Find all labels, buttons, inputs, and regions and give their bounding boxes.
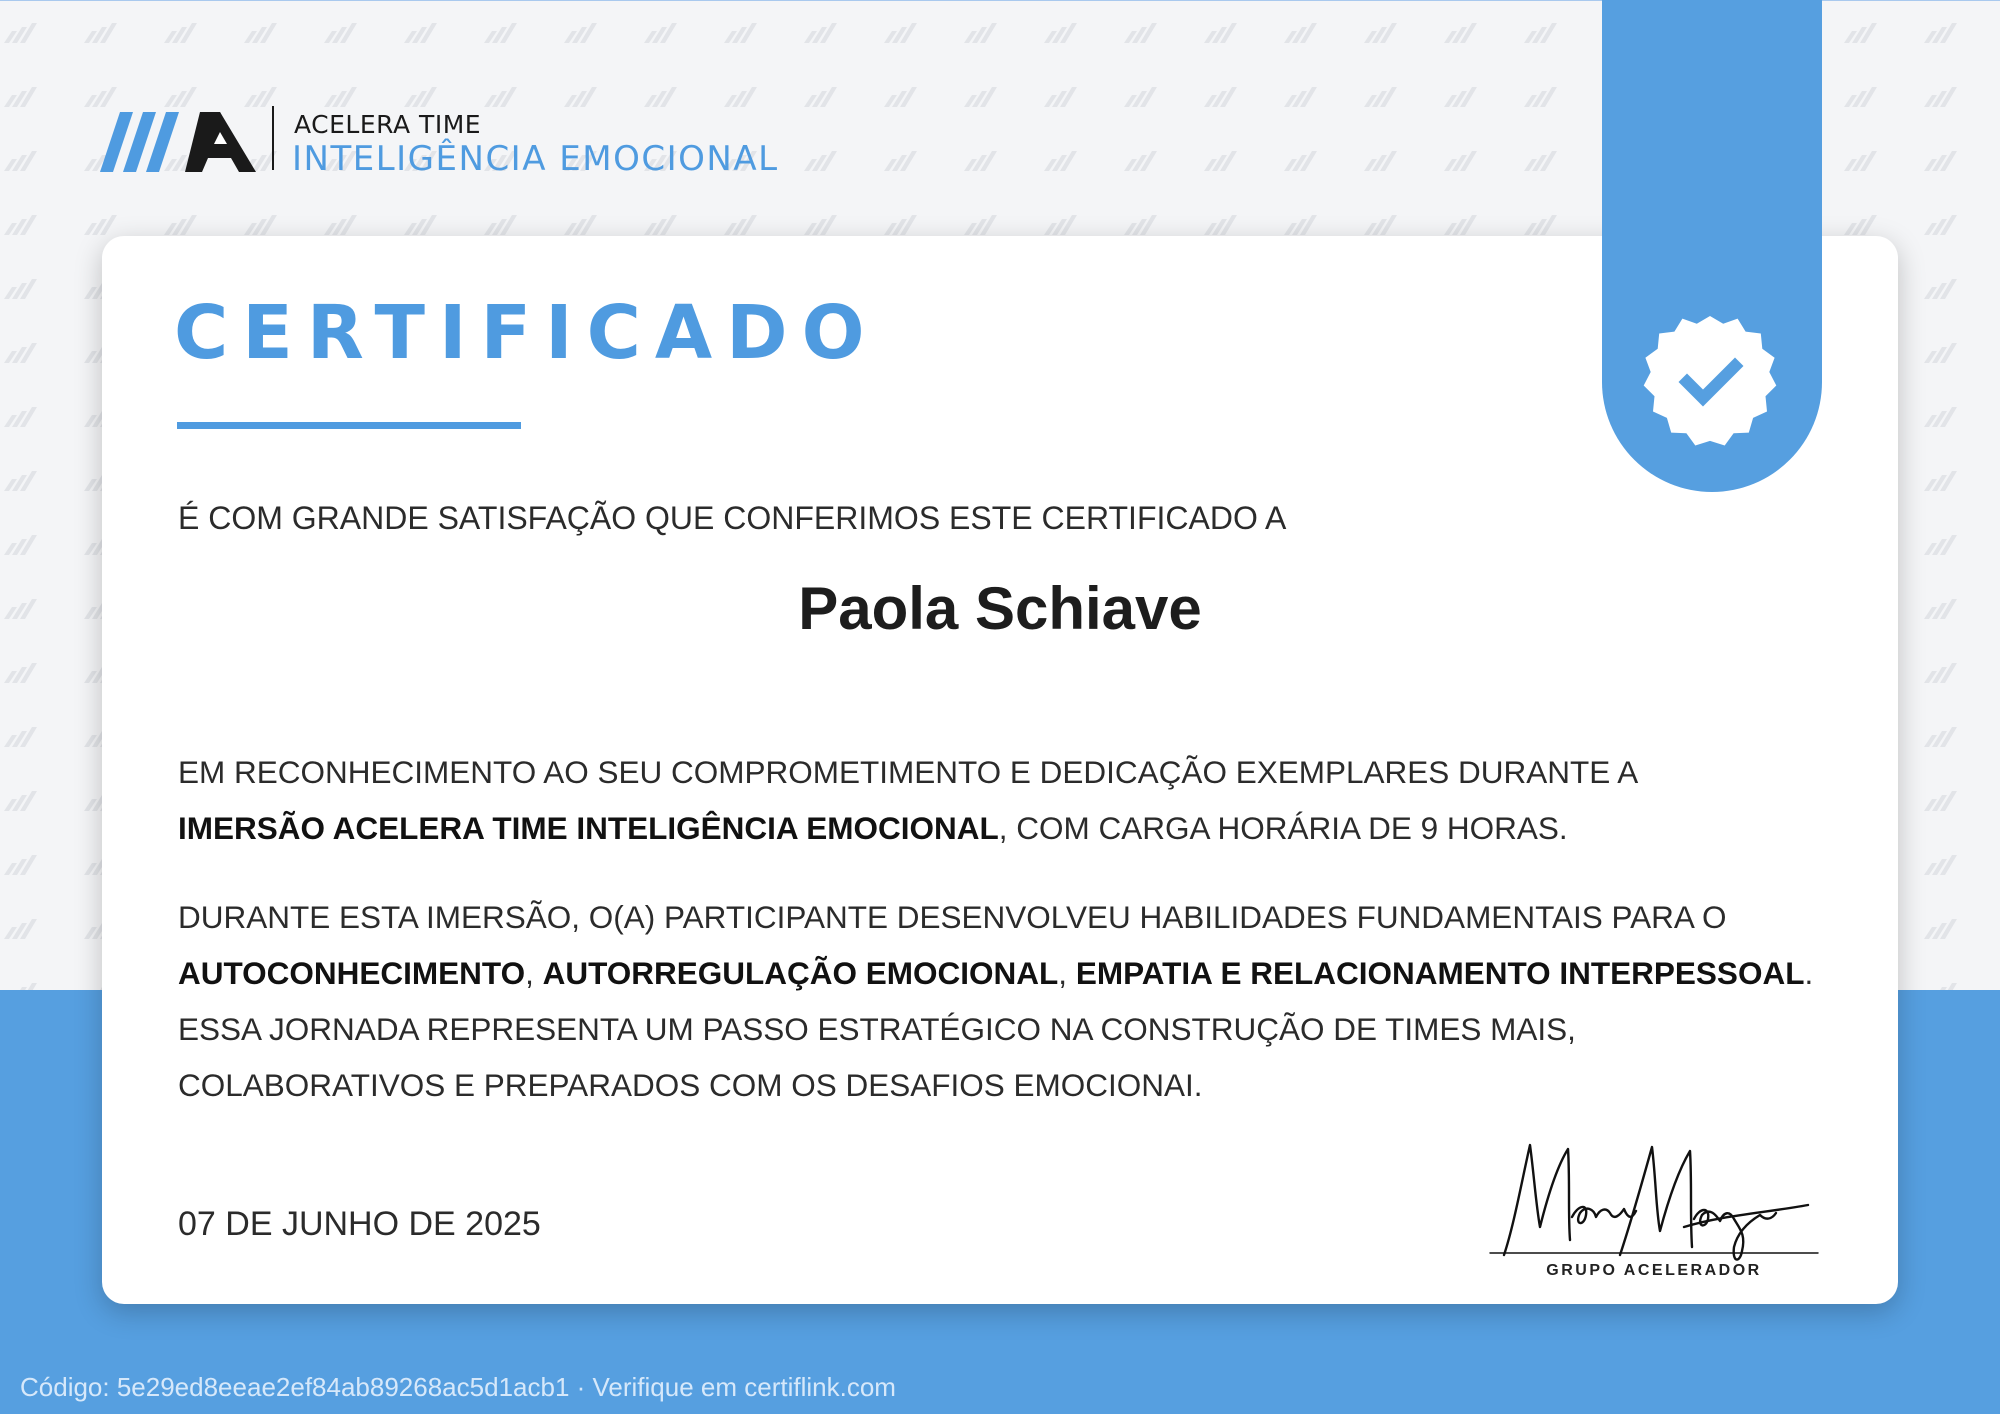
- skills-tail-text: . ESSA JORNADA REPRESENTA UM PASSO ESTRATÉGICO NA CONSTRUÇÃO DE TIMES MAIS, COLABORATIVOS E PREPARADOS COM OS DESAFIOS EMOCIONAI.: [178, 955, 1814, 1103]
- recognition-paragraph: [178, 744, 1828, 856]
- skill-autorregulacao: AUTORREGULAÇÃO EMOCIONAL: [542, 955, 1059, 991]
- certificate-title: CERTIFICADO: [174, 290, 879, 376]
- issue-date: 07 DE JUNHO DE 2025: [178, 1205, 541, 1243]
- skill-autoconhecimento: AUTOCONHECIMENTO: [178, 955, 526, 991]
- brand-subtitle: INTELIGÊNCIA EMOCIONAL: [292, 139, 779, 179]
- logo-divider: [272, 106, 274, 170]
- title-underline: [177, 422, 521, 429]
- intro-text: É COM GRANDE SATISFAÇÃO QUE CONFERIMOS ESTE CERTIFICADO A: [178, 500, 1287, 536]
- separator: ,: [525, 955, 543, 991]
- workload-text: , COM CARGA HORÁRIA DE 9 HORAS.: [998, 810, 1568, 846]
- separator: ,: [1058, 955, 1076, 991]
- recipient-name: Paola Schiave: [798, 575, 1202, 642]
- recognition-text: EM RECONHECIMENTO AO SEU COMPROMETIMENTO E DEDICAÇÃO EXEMPLARES DURANTE A: [178, 754, 1639, 790]
- verified-badge-icon: [1641, 312, 1779, 450]
- skills-lead-text: DURANTE ESTA IMERSÃO, O(A) PARTICIPANTE DESENVOLVEU HABILIDADES FUNDAMENTAIS PARA O: [178, 899, 1727, 935]
- program-name: IMERSÃO ACELERA TIME INTELIGÊNCIA EMOCIONAL: [178, 810, 999, 846]
- skill-empatia: EMPATIA E RELACIONAMENTO INTERPESSOAL: [1075, 955, 1805, 991]
- brand-name: ACELERA TIME: [294, 110, 482, 139]
- signature-caption: GRUPO ACELERADOR: [1546, 1262, 1762, 1279]
- verification-footer: Código: 5e29ed8eeae2ef84ab89268ac5d1acb1 · Verifique em certiflink.com: [20, 1372, 896, 1402]
- skills-paragraph: [178, 889, 1828, 1113]
- acelera-logo-icon: [100, 108, 256, 172]
